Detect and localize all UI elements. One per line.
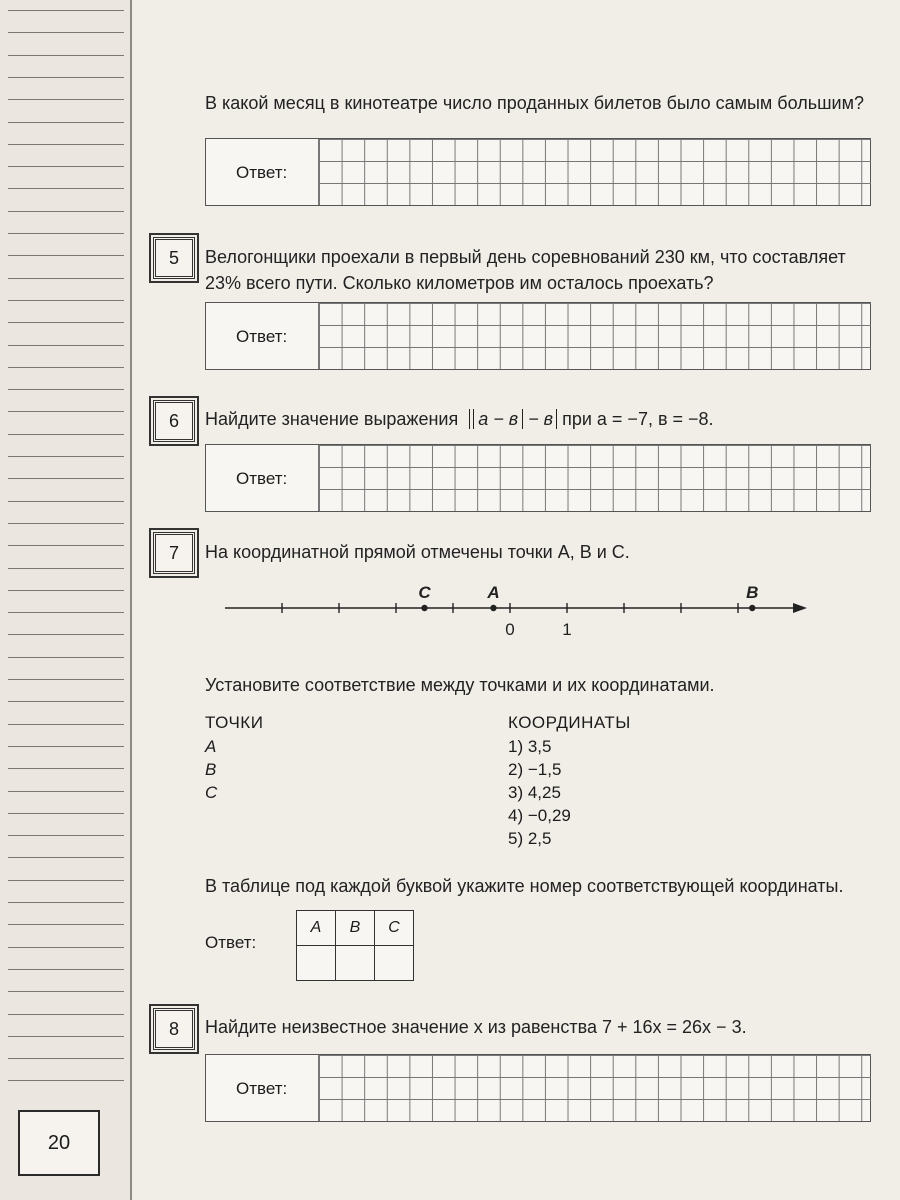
table-header-a: A [297, 911, 336, 946]
q7-instruction: Установите соответствие между точками и их координатами. [205, 675, 715, 695]
margin-rule-line [8, 634, 124, 635]
q7-table-instruction: В таблице под каждой буквой укажите номер соответствующей координаты. [205, 876, 844, 896]
q4-text: В какой месяц в кинотеатре число проданных билетов было самым большим? [205, 93, 864, 113]
answer-cell-c[interactable] [375, 946, 414, 981]
answer-label: Ответ: [236, 1079, 288, 1098]
margin-rule-line [8, 724, 124, 725]
q4-answer-grid[interactable] [318, 139, 871, 205]
margin-rule-line [8, 768, 124, 769]
margin-rule-line [8, 345, 124, 346]
number-line-point [490, 605, 496, 611]
coords-header: КООРДИНАТЫ [508, 713, 631, 732]
margin-rule-line [8, 880, 124, 881]
question-number-7: 7 [153, 532, 195, 574]
margin-rule-line [8, 166, 124, 167]
number-line-arrow [793, 603, 807, 613]
question-number-5: 5 [153, 237, 195, 279]
table-header-c: C [375, 911, 414, 946]
q6-answer-box [205, 444, 871, 512]
margin-rule-line [8, 1014, 124, 1015]
margin-rule-line [8, 456, 124, 457]
margin-rule-line [8, 144, 124, 145]
number-line-point-label: A [487, 583, 500, 602]
margin-rule-line [8, 813, 124, 814]
number-line-point-label: B [746, 583, 759, 602]
coord-item: 4) −0,29 [508, 806, 571, 825]
margin-rule-line [8, 55, 124, 56]
points-list [205, 735, 217, 804]
coord-item: 2) −1,5 [508, 760, 562, 779]
margin-rule-line [8, 679, 124, 680]
answer-label: Ответ: [205, 933, 257, 952]
margin-rule-line [8, 77, 124, 78]
margin-rule-line [8, 857, 124, 858]
margin-rule-line [8, 389, 124, 390]
number-line-tick-label: 1 [562, 620, 572, 639]
margin-rule-line [8, 501, 124, 502]
margin-rule-line [8, 1058, 124, 1059]
answer-label: Ответ: [236, 163, 288, 182]
page-margin [0, 0, 132, 1200]
margin-rule-line [8, 612, 124, 613]
margin-rule-line [8, 746, 124, 747]
number-line [215, 578, 815, 648]
margin-rule-line [8, 969, 124, 970]
margin-rule-line [8, 902, 124, 903]
margin-rule-line [8, 924, 124, 925]
margin-rule-line [8, 590, 124, 591]
coord-item: 5) 2,5 [508, 829, 552, 848]
margin-rule-line [8, 1036, 124, 1037]
margin-rule-line [8, 300, 124, 301]
point-item: A [205, 737, 217, 756]
q6-answer-grid[interactable] [318, 445, 871, 511]
point-item: B [205, 760, 217, 779]
margin-rule-line [8, 411, 124, 412]
number-line-point [421, 605, 427, 611]
margin-rule-line [8, 835, 124, 836]
margin-rule-line [8, 568, 124, 569]
coord-item: 1) 3,5 [508, 737, 552, 756]
answer-cell-a[interactable] [297, 946, 336, 981]
number-line-point [749, 605, 755, 611]
point-item: C [205, 783, 218, 802]
margin-rule-line [8, 122, 124, 123]
margin-rule-line [8, 947, 124, 948]
margin-rule-line [8, 233, 124, 234]
margin-rule-line [8, 32, 124, 33]
q5-answer-grid[interactable] [318, 303, 871, 369]
margin-rule-line [8, 701, 124, 702]
q7-answer-table [296, 910, 414, 981]
table-header-b: B [336, 911, 375, 946]
margin-rule-line [8, 188, 124, 189]
question-number-6: 6 [153, 400, 195, 442]
margin-rule-line [8, 255, 124, 256]
question-number-8: 8 [153, 1008, 195, 1050]
margin-rule-line [8, 1080, 124, 1081]
answer-label: Ответ: [236, 469, 288, 488]
q5-text: Велогонщики проехали в первый день соревнований 230 км, что составляет 23% всего пути. Сколько километров им осталось проехать? [205, 247, 846, 293]
margin-rule-line [8, 791, 124, 792]
margin-rule-line [8, 367, 124, 368]
margin-rule-line [8, 322, 124, 323]
margin-rule-line [8, 99, 124, 100]
q7-text: На координатной прямой отмечены точки A, B и C. [205, 542, 630, 562]
q5-answer-box [205, 302, 871, 370]
coord-item: 3) 4,25 [508, 783, 561, 802]
q6-inner-abs: a − в [473, 409, 523, 429]
q6-outer-tail: − в [528, 409, 557, 429]
answer-cell-b[interactable] [336, 946, 375, 981]
q8-answer-box [205, 1054, 871, 1122]
page-number: 20 [18, 1110, 100, 1176]
q8-text: Найдите неизвестное значение x из равенства 7 + 16x = 26x − 3. [205, 1017, 747, 1037]
margin-rule-line [8, 523, 124, 524]
coords-list [508, 735, 571, 850]
answer-label: Ответ: [236, 327, 288, 346]
q8-answer-grid[interactable] [318, 1055, 871, 1121]
margin-rule-line [8, 10, 124, 11]
q4-answer-box [205, 138, 871, 206]
points-header: ТОЧКИ [205, 713, 264, 732]
margin-rule-line [8, 278, 124, 279]
q6-text-suffix: при a = −7, в = −8. [562, 409, 714, 429]
margin-rule-line [8, 991, 124, 992]
margin-rule-line [8, 545, 124, 546]
margin-rule-line [8, 211, 124, 212]
number-line-tick-label: 0 [505, 620, 515, 639]
margin-rule-line [8, 478, 124, 479]
number-line-point-label: C [418, 583, 431, 602]
q6-text-prefix: Найдите значение выражения [205, 409, 459, 429]
margin-rule-line [8, 657, 124, 658]
q6-text [205, 406, 880, 432]
margin-rule-line [8, 434, 124, 435]
